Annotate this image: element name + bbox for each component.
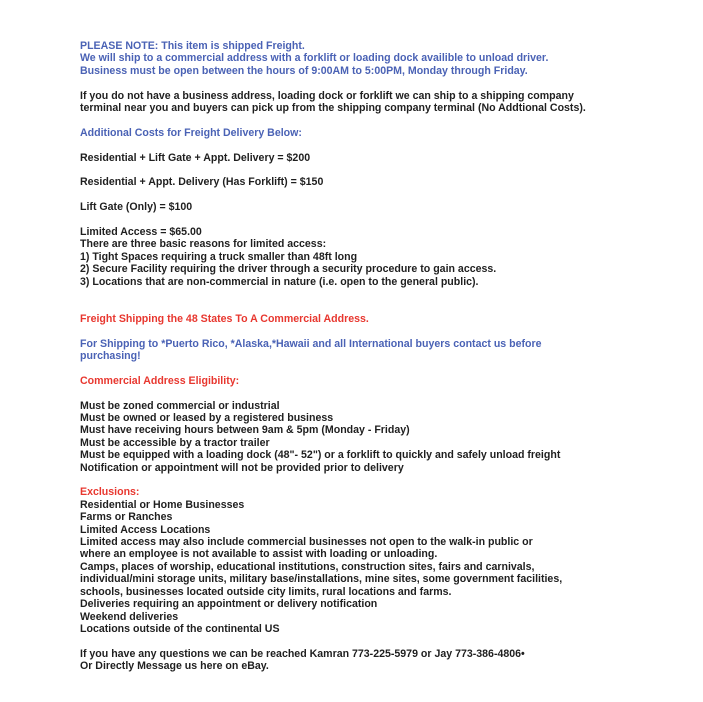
cost-residential-liftgate: Residential + Lift Gate + Appt. Delivery = $200 [80, 151, 311, 164]
exclusion-item: Deliveries requiring an appointment or delivery notification [80, 598, 378, 611]
limited-access-line: 2) Secure Facility requiring the driver through a security procedure to gain access. [80, 263, 497, 276]
exclusion-item: Weekend deliveries [80, 610, 179, 623]
notice-line: Business must be open between the hours of 9:00AM to 5:00PM, Monday through Friday. [80, 64, 528, 77]
exclusion-item: Limited Access Locations [80, 523, 211, 536]
freight-notice [80, 40, 690, 77]
additional-costs-heading: Additional Costs for Freight Delivery Below: [80, 126, 302, 139]
limited-access-line: 3) Locations that are non-commercial in nature (i.e. open to the general public). [80, 275, 479, 288]
eligibility-item: Must be zoned commercial or industrial [80, 399, 280, 412]
international-note [80, 338, 690, 363]
eligibility-list [80, 400, 690, 474]
eligibility-heading: Commercial Address Eligibility: [80, 374, 240, 387]
international-line: For Shipping to *Puerto Rico, *Alaska,*Hawaii and all International buyers contact us before [80, 337, 542, 350]
notice-line: PLEASE NOTE: This item is shipped Freight. [80, 40, 305, 52]
cost-liftgate-only: Lift Gate (Only) = $100 [80, 201, 193, 214]
cost-residential-appt: Residential + Appt. Delivery (Has Forklift) = $150 [80, 176, 324, 189]
exclusion-item: individual/mini storage units, military base/installations, mine sites, some government facilities, [80, 573, 563, 586]
no-business-paragraph [80, 90, 690, 115]
limited-access-line: Limited Access = $65.00 [80, 226, 202, 238]
freight-policy-document [80, 40, 690, 673]
paragraph-line: If you do not have a business address, loading dock or forklift we can ship to a shipping company [80, 89, 574, 102]
exclusions-heading: Exclusions: [80, 486, 140, 499]
paragraph-line: terminal near you and buyers can pick up from the shipping company terminal (No Addtional Costs). [80, 102, 586, 115]
exclusions-list [80, 499, 690, 635]
eligibility-item: Must be equipped with a loading dock (48"- 52") or a forklift to quickly and safely unload freight [80, 449, 561, 462]
freight-shipping-heading: Freight Shipping the 48 States To A Commercial Address. [80, 312, 369, 325]
exclusion-item: where an employee is not available to assist with loading or unloading. [80, 548, 438, 561]
exclusion-item: Limited access may also include commercial businesses not open to the walk-in public or [80, 536, 533, 549]
limited-access-line: There are three basic reasons for limited access: [80, 238, 327, 251]
eligibility-item: Must be owned or leased by a registered business [80, 412, 334, 425]
notice-line: We will ship to a commercial address with a forklift or loading dock availible to unload driver. [80, 52, 549, 65]
limited-access-line: 1) Tight Spaces requiring a truck smaller than 48ft long [80, 250, 358, 263]
exclusion-item: Farms or Ranches [80, 511, 173, 524]
eligibility-item: Notification or appointment will not be provided prior to delivery [80, 461, 404, 474]
exclusion-item: schools, businesses located outside city limits, rural locations and farms. [80, 585, 452, 598]
international-line: purchasing! [80, 350, 141, 363]
contact-line: Or Directly Message us here on eBay. [80, 660, 269, 673]
exclusion-item: Residential or Home Businesses [80, 498, 245, 511]
eligibility-item: Must have receiving hours between 9am & 5pm (Monday - Friday) [80, 424, 410, 437]
limited-access-section [80, 226, 690, 288]
exclusion-item: Camps, places of worship, educational institutions, construction sites, fairs and carnivals, [80, 560, 535, 573]
contact-paragraph [80, 648, 690, 673]
exclusion-item: Locations outside of the continental US [80, 622, 280, 635]
contact-line: If you have any questions we can be reached Kamran 773-225-5979 or Jay 773-386-4806• [80, 647, 525, 660]
eligibility-item: Must be accessible by a tractor trailer [80, 436, 270, 449]
